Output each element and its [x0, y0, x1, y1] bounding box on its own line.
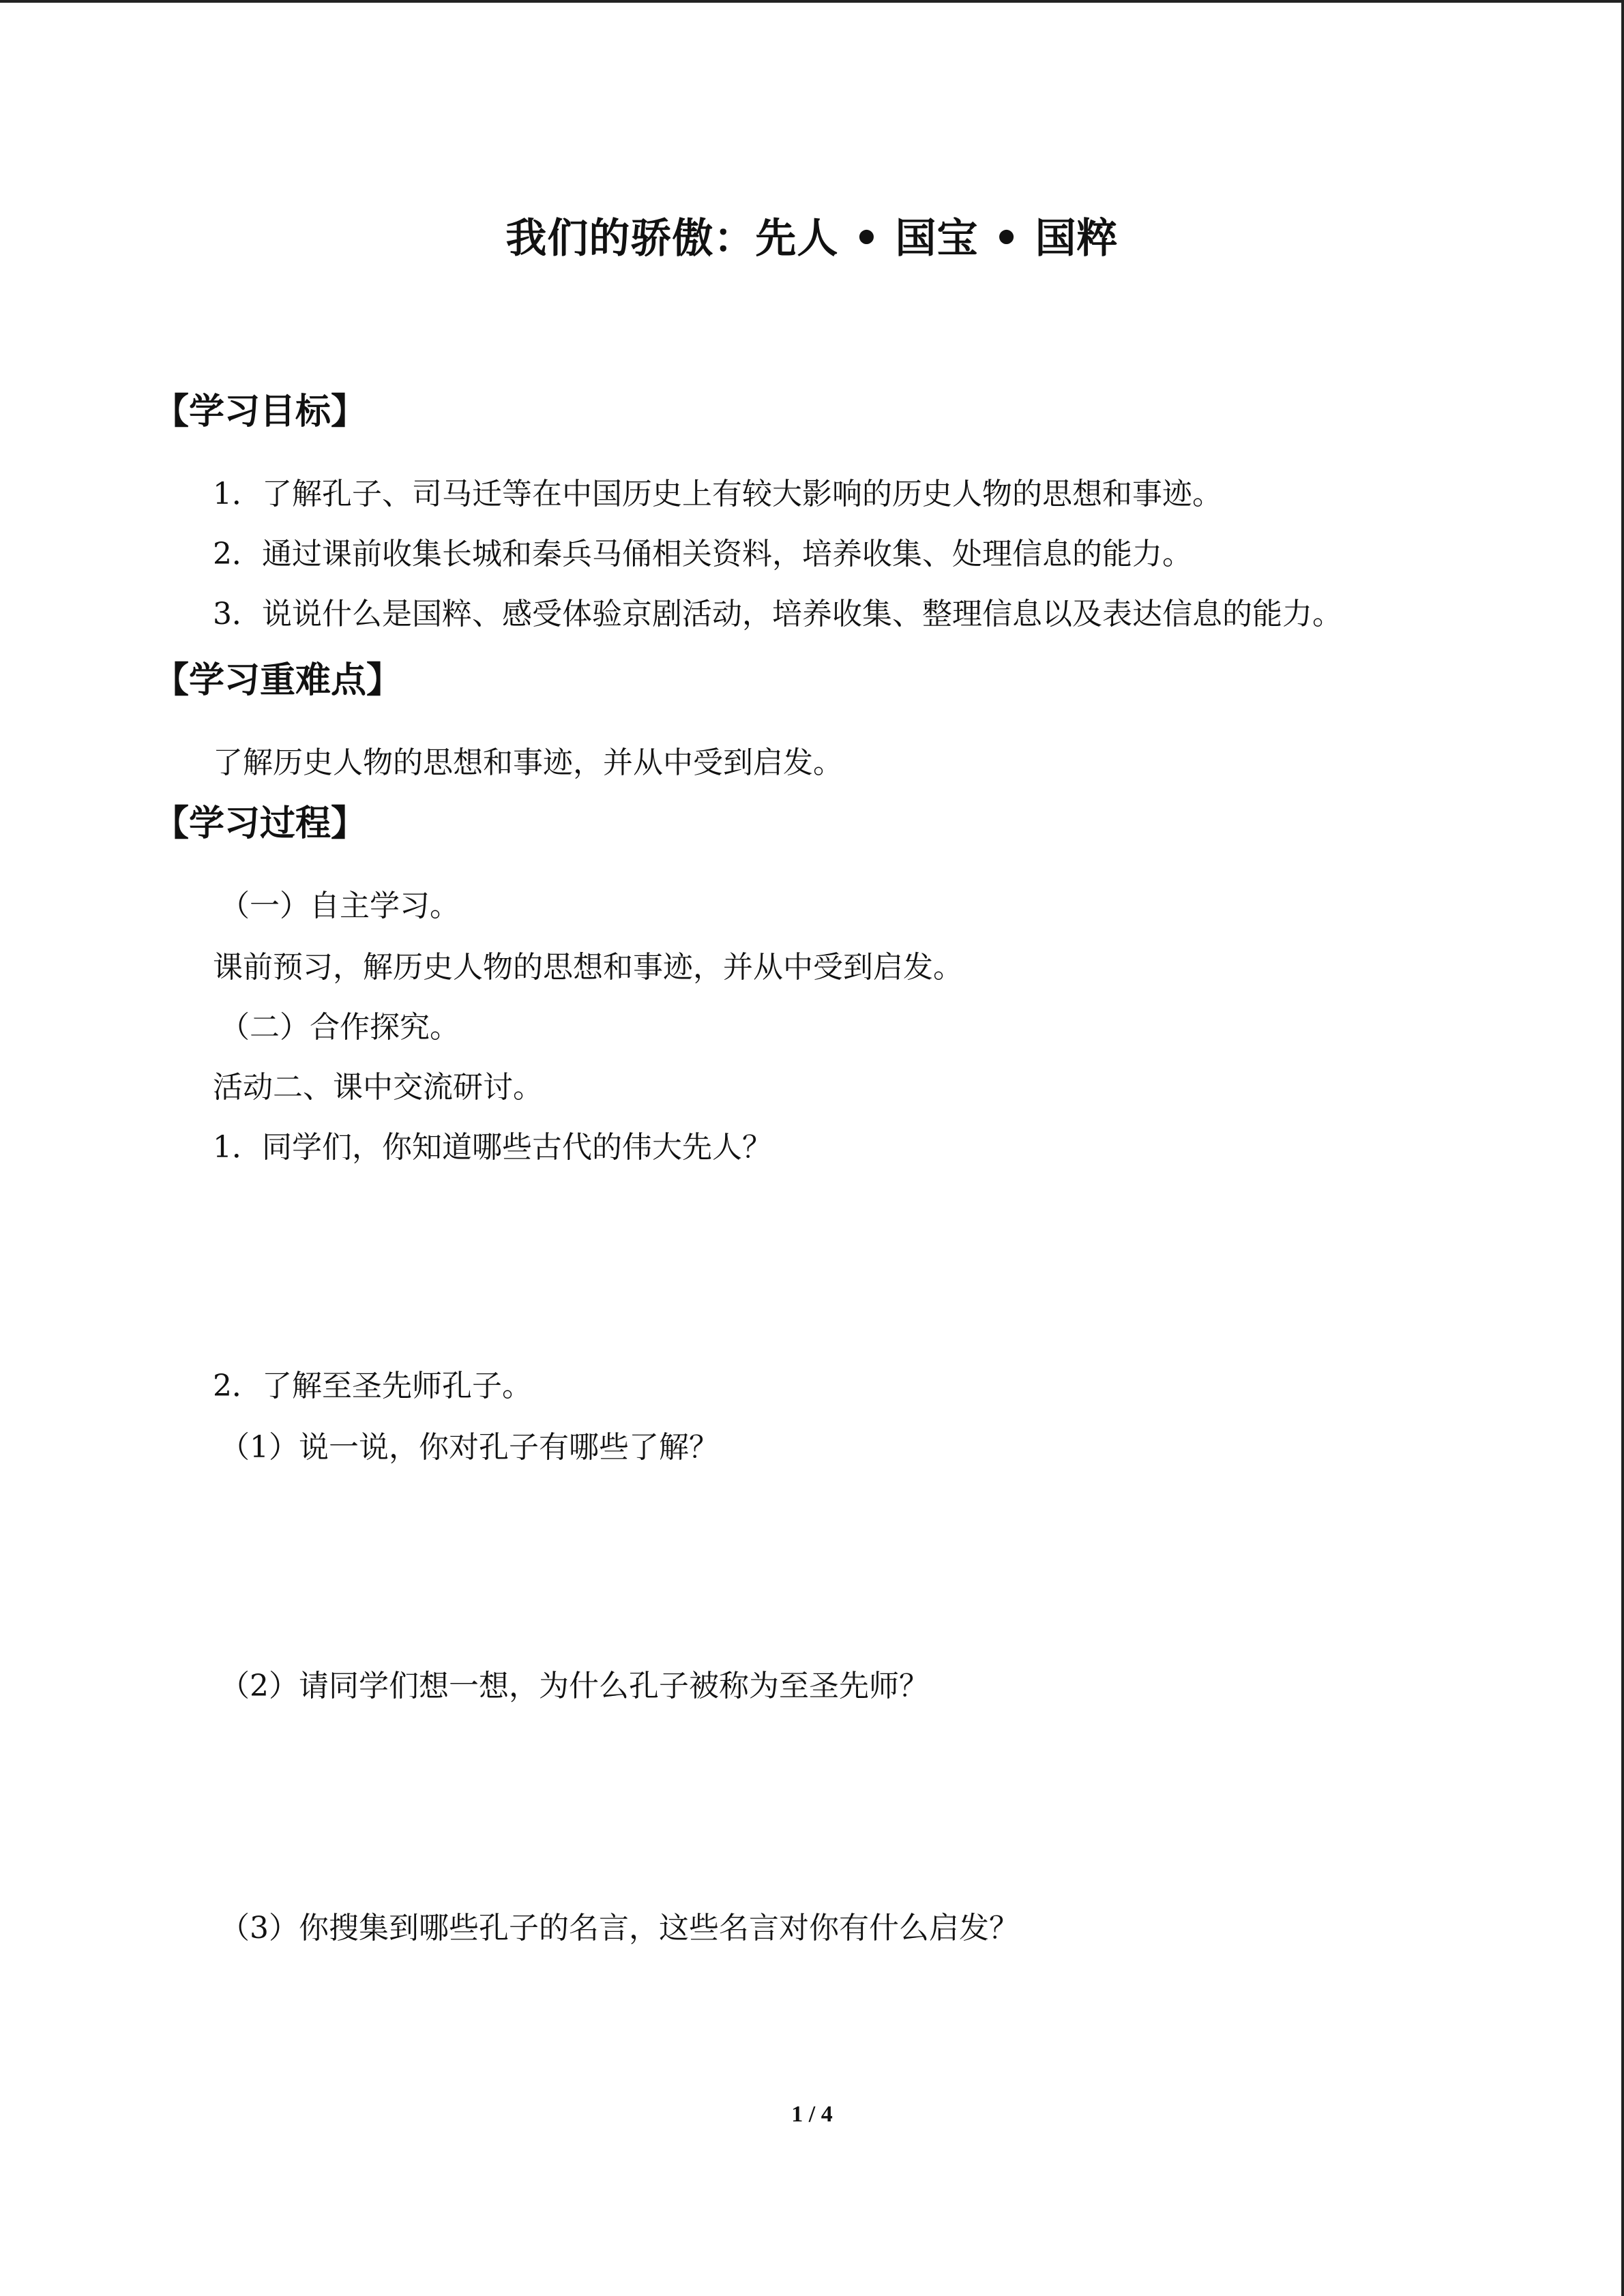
question-2-3: （3）你搜集到哪些孔子的名言，这些名言对你有什么启发？	[220, 1911, 1019, 1945]
page-number: 1 / 4	[791, 2102, 833, 2127]
heading-objectives: 【学习目标】	[153, 391, 367, 432]
objective-item-2: 2．通过课前收集长城和秦兵马俑相关资料，培养收集、处理信息的能力。	[213, 537, 1192, 571]
page-border-right	[1621, 0, 1624, 2296]
heading-process: 【学习过程】	[153, 803, 367, 844]
heading-key-points: 【学习重难点】	[153, 659, 402, 701]
key-points-text: 了解历史人物的思想和事迹，并从中受到启发。	[213, 745, 843, 780]
process-line-activity-two: 活动二、课中交流研讨。	[213, 1070, 543, 1105]
objective-item-1: 1．了解孔子、司马迁等在中国历史上有较大影响的历史人物的思想和事迹。	[213, 477, 1222, 511]
process-line-cooperation: （二）合作探究。	[220, 1010, 460, 1045]
process-line-self-study: （一）自主学习。	[220, 889, 460, 923]
document-title: 我们的骄傲：先人 • 国宝 • 国粹	[505, 215, 1119, 263]
question-2: 2．了解至圣先师孔子。	[213, 1369, 532, 1403]
page-border-top	[0, 0, 1624, 3]
objective-item-3: 3．说说什么是国粹、感受体验京剧活动，培养收集、整理信息以及表达信息的能力。	[213, 597, 1342, 631]
question-2-1: （1）说一说，你对孔子有哪些了解？	[220, 1430, 719, 1465]
process-line-preview: 课前预习，解历史人物的思想和事迹，并从中受到启发。	[213, 950, 963, 985]
question-1: 1．同学们，你知道哪些古代的伟大先人？	[213, 1130, 772, 1165]
question-2-2: （2）请同学们想一想，为什么孔子被称为至圣先师？	[220, 1669, 929, 1703]
